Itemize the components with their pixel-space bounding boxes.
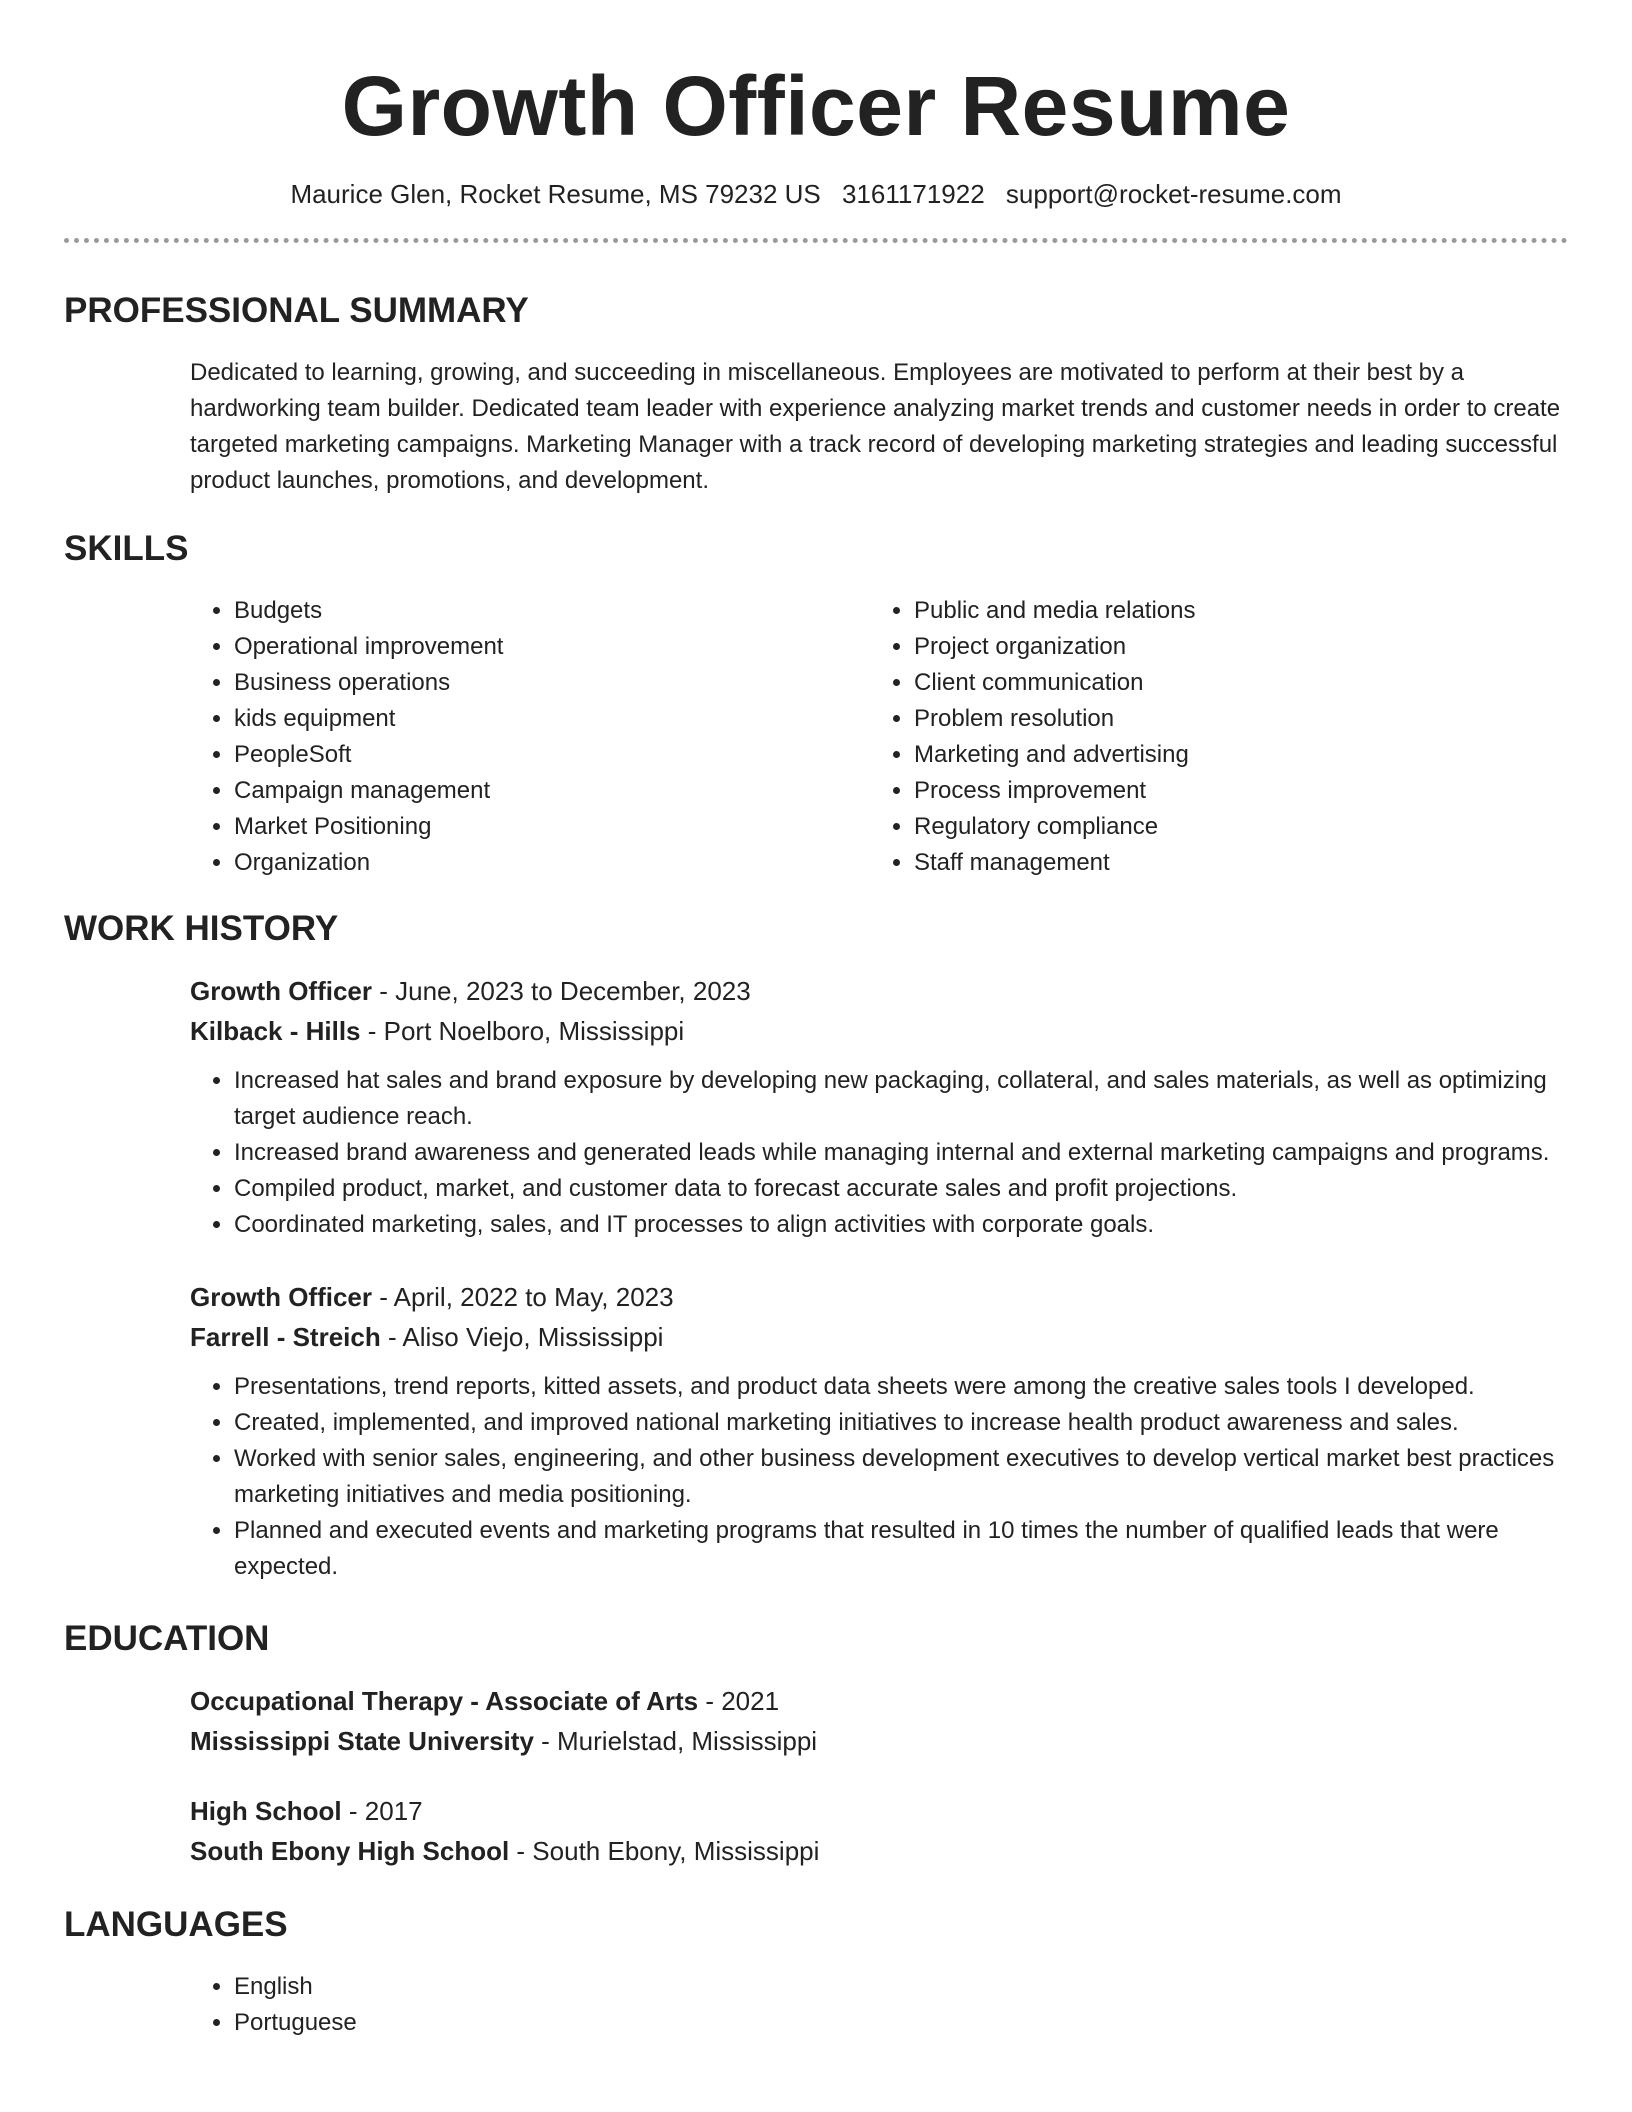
education-degree: High School	[190, 1796, 342, 1826]
contact-phone: 3161171922	[842, 179, 985, 209]
skills-section	[64, 527, 1568, 881]
skill-item: • Staff management	[914, 845, 1550, 881]
skill-item: • Organization	[234, 845, 870, 881]
work-history-heading: WORK HISTORY	[64, 909, 339, 948]
job-title-line	[190, 1277, 1568, 1317]
job-bullet: • Planned and executed events and marketing programs that resulted in 10 times the number of qualified leads that were expected.	[234, 1513, 1568, 1585]
summary-body	[64, 355, 1568, 499]
skills-column-right	[870, 593, 1550, 881]
job-title-line	[190, 971, 1568, 1011]
job-bullet: • Increased hat sales and brand exposure by developing new packaging, collateral, and sales materials, as well as optimizing target audience reach.	[234, 1063, 1568, 1135]
skills-list-right	[870, 593, 1550, 881]
job-company-line	[190, 1317, 1568, 1357]
languages-list	[190, 1969, 1568, 2041]
education-school-line	[190, 1831, 1568, 1871]
languages-heading: LANGUAGES	[64, 1905, 288, 1944]
job-bullet: • Worked with senior sales, engineering, and other business development executives to develop vertical market best practices marketing initiatives and media positioning.	[234, 1441, 1568, 1513]
skill-item: • Campaign management	[234, 773, 870, 809]
work-history-body	[64, 971, 1568, 1585]
education-degree-line	[190, 1791, 1568, 1831]
skill-item: • Business operations	[234, 665, 870, 701]
education-body	[64, 1681, 1568, 1871]
job-bullet: • Coordinated marketing, sales, and IT processes to align activities with corporate goals.	[234, 1207, 1568, 1243]
skills-column-left	[190, 593, 870, 881]
education-section	[64, 1617, 1568, 1871]
summary-section	[64, 289, 1568, 499]
skills-columns	[64, 593, 1568, 881]
summary-heading: PROFESSIONAL SUMMARY	[64, 291, 529, 330]
languages-section	[64, 1903, 1568, 2041]
education-location: - Murielstad, Mississippi	[533, 1726, 818, 1756]
work-history-section	[64, 907, 1568, 1585]
job-entry	[190, 1277, 1568, 1585]
contact-email: support@rocket-resume.com	[1005, 179, 1342, 209]
job-bullets	[190, 1369, 1568, 1585]
job-bullet: • Presentations, trend reports, kitted assets, and product data sheets were among the creative sales tools I developed.	[234, 1369, 1568, 1405]
education-degree: Occupational Therapy - Associate of Arts	[190, 1686, 699, 1716]
skill-item: • Client communication	[914, 665, 1550, 701]
skill-item: • Public and media relations	[914, 593, 1550, 629]
skill-item: • Budgets	[234, 593, 870, 629]
languages-body	[64, 1969, 1568, 2041]
job-title: Growth Officer	[190, 976, 373, 1006]
skill-item: • Project organization	[914, 629, 1550, 665]
language-item: • Portuguese	[234, 2005, 1568, 2041]
education-degree-line	[190, 1681, 1568, 1721]
job-dates: - June, 2023 to December, 2023	[372, 976, 751, 1006]
job-title: Growth Officer	[190, 1282, 373, 1312]
education-entry	[190, 1681, 1568, 1761]
skill-item: • Problem resolution	[914, 701, 1550, 737]
resume-title: Growth Officer Resume	[341, 59, 1291, 153]
education-heading: EDUCATION	[64, 1619, 270, 1658]
job-company: Kilback - Hills	[190, 1016, 361, 1046]
skill-item: • Marketing and advertising	[914, 737, 1550, 773]
summary-text: Dedicated to learning, growing, and succeeding in miscellaneous. Employees are motivated to perform at their best by a hardworking team builder. Dedicated team leader with experience analyzing market trends and customer needs in order to create targeted marketing campaigns. Marketing Manager with a track record of developing marketing strategies and leading successful product launches, promotions, and development.	[190, 359, 1561, 494]
job-dates: - April, 2022 to May, 2023	[372, 1282, 674, 1312]
language-item: • English	[234, 1969, 1568, 2005]
job-company-line	[190, 1011, 1568, 1051]
skills-list-left	[190, 593, 870, 881]
skill-item: • PeopleSoft	[234, 737, 870, 773]
education-school: South Ebony High School	[190, 1836, 510, 1866]
skills-heading: SKILLS	[64, 529, 189, 568]
education-year: - 2017	[341, 1796, 423, 1826]
job-bullet: • Increased brand awareness and generated leads while managing internal and external marketing campaigns and programs.	[234, 1135, 1568, 1171]
education-year: - 2021	[698, 1686, 780, 1716]
contact-address: Maurice Glen, Rocket Resume, MS 79232 US	[290, 179, 821, 209]
job-bullet: • Compiled product, market, and customer data to forecast accurate sales and profit projections.	[234, 1171, 1568, 1207]
education-location: - South Ebony, Mississippi	[509, 1836, 820, 1866]
education-school-line	[190, 1721, 1568, 1761]
skill-item: • Regulatory compliance	[914, 809, 1550, 845]
skill-item: • Operational improvement	[234, 629, 870, 665]
job-company: Farrell - Streich	[190, 1322, 381, 1352]
header-divider	[64, 238, 1568, 243]
job-location: - Port Noelboro, Mississippi	[360, 1016, 685, 1046]
education-entry	[190, 1791, 1568, 1871]
skill-item: • kids equipment	[234, 701, 870, 737]
job-bullet: • Created, implemented, and improved national marketing initiatives to increase health product awareness and sales.	[234, 1405, 1568, 1441]
education-school: Mississippi State University	[190, 1726, 534, 1756]
skill-item: • Market Positioning	[234, 809, 870, 845]
job-location: - Aliso Viejo, Mississippi	[380, 1322, 664, 1352]
skill-item: • Process improvement	[914, 773, 1550, 809]
contact-line	[64, 176, 1568, 212]
job-bullets	[190, 1063, 1568, 1243]
job-entry	[190, 971, 1568, 1243]
